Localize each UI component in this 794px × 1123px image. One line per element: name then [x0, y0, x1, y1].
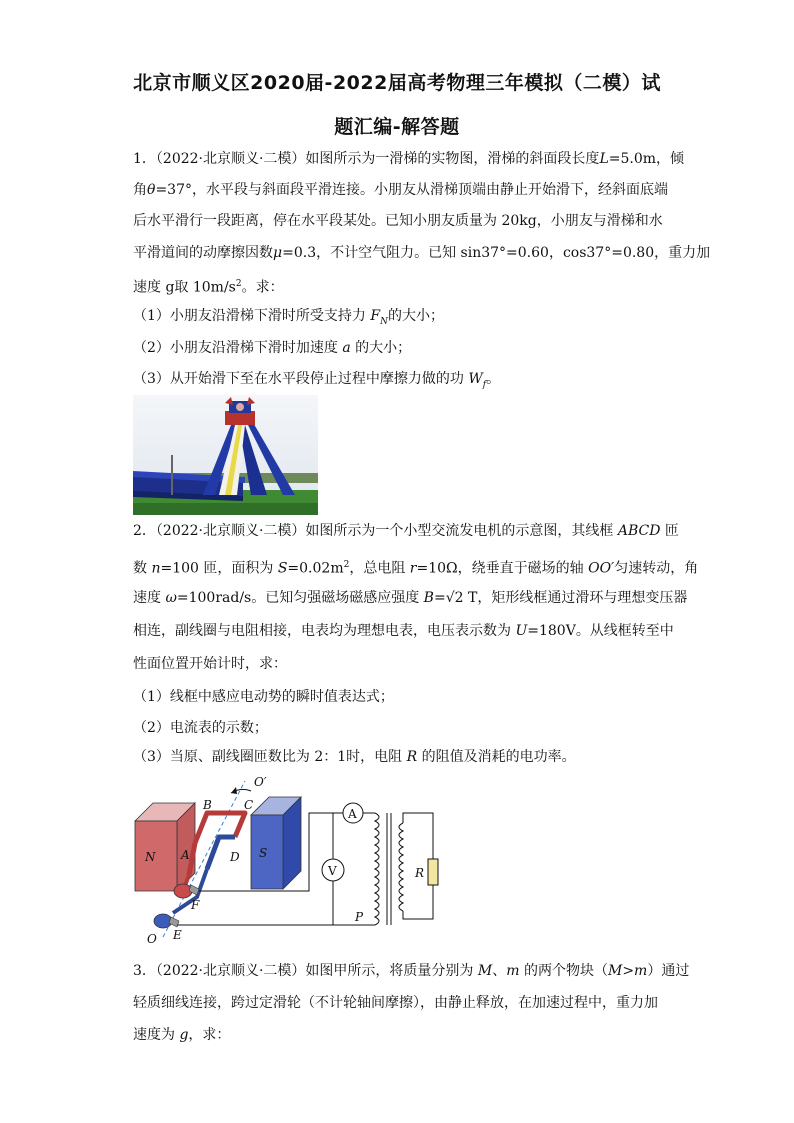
q2-line-1: 2．（2022·北京顺义·二模）如图所示为一个小型交流发电机的示意图，其线框 ABCD 匝	[133, 523, 679, 539]
label-d: D	[230, 850, 240, 864]
q2-line-5: 性面位置开始计时，求：	[133, 656, 287, 672]
label-p: P	[355, 910, 364, 924]
q2-line-2: 数 n=100 匝，面积为 $S=0.02m^2$，总电阻 r=10Ω，绕垂直于磁场的轴 OO′匀速转动，角	[133, 560, 699, 577]
q3-line-1: 3．（2022·北京顺义·二模）如图甲所示，将质量分别为 M、m 的两个物块（M>m）通过	[133, 963, 690, 979]
document-title-line-2: 题汇编-解答题	[334, 116, 460, 138]
q2-subquestion-3: （3）当原、副线圈匝数比为 2：1时，电阻 R 的阻值及消耗的电功率。	[133, 749, 576, 765]
label-e: E	[173, 928, 182, 942]
label-s: S	[259, 846, 268, 860]
label-a: A	[181, 848, 190, 862]
q2-line-4: 相连，副线圈与电阻相接，电表均为理想电表，电压表示数为 U=180V。从线框转至中	[133, 623, 674, 639]
label-r: R	[415, 866, 425, 880]
q1-line-3: 后水平滑行一段距离，停在水平段某处。已知小朋友质量为 20kg，小朋友与滑梯和水	[133, 213, 663, 229]
slide-photo	[133, 395, 318, 515]
q2-subquestion-2: （2）电流表的示数；	[133, 720, 268, 736]
label-o: O	[147, 932, 157, 945]
label-c: C	[244, 798, 254, 812]
q1-line-1: 1．（2022·北京顺义·二模）如图所示为一滑梯的实物图，滑梯的斜面段长度L=5.0m，倾	[133, 151, 685, 167]
q1-subquestion-2: （2）小朋友沿滑梯下滑时加速度 a 的大小；	[133, 340, 412, 356]
q2-line-3: 速度 ω=100rad/s。已知匀强磁场磁感应强度 B=√2 T，矩形线框通过滑环与理想变压器	[133, 590, 688, 606]
ammeter-symbol: A	[348, 807, 357, 821]
q1-subquestion-3: （3）从开始滑下至在水平段停止过程中摩擦力做的功 $W_f$。	[133, 371, 501, 390]
label-f: F	[191, 898, 200, 912]
voltmeter-symbol: V	[328, 864, 337, 878]
q1-line-5: 速度 g取 $10m/s^2$。求：	[133, 279, 284, 296]
label-b: B	[203, 798, 212, 812]
q1-line-2: 角θ=37°，水平段与斜面段平滑连接。小朋友从滑梯顶端由静止开始滑下，经斜面底端	[133, 182, 668, 198]
q2-subquestion-1: （1）线框中感应电动势的瞬时值表达式；	[133, 689, 394, 705]
label-o-prime: O′	[254, 775, 267, 789]
generator-diagram	[133, 773, 445, 945]
q1-line-4: 平滑道间的动摩擦因数μ=0.3，不计空气阻力。已知 sin37°=0.60，cos37°=0.80，重力加	[133, 245, 711, 261]
document-title-line-1: 北京市顺义区2020届-2022届高考物理三年模拟（二模）试	[133, 72, 661, 94]
label-n: N	[145, 850, 156, 864]
q1-subquestion-1: （1）小朋友沿滑梯下滑时所受支持力 $F_N$的大小；	[133, 308, 444, 327]
q3-line-3: 速度为 g，求：	[133, 1027, 231, 1043]
q3-line-2: 轻质细线连接，跨过定滑轮（不计轮轴间摩擦），由静止释放，在加速过程中，重力加	[133, 995, 658, 1011]
